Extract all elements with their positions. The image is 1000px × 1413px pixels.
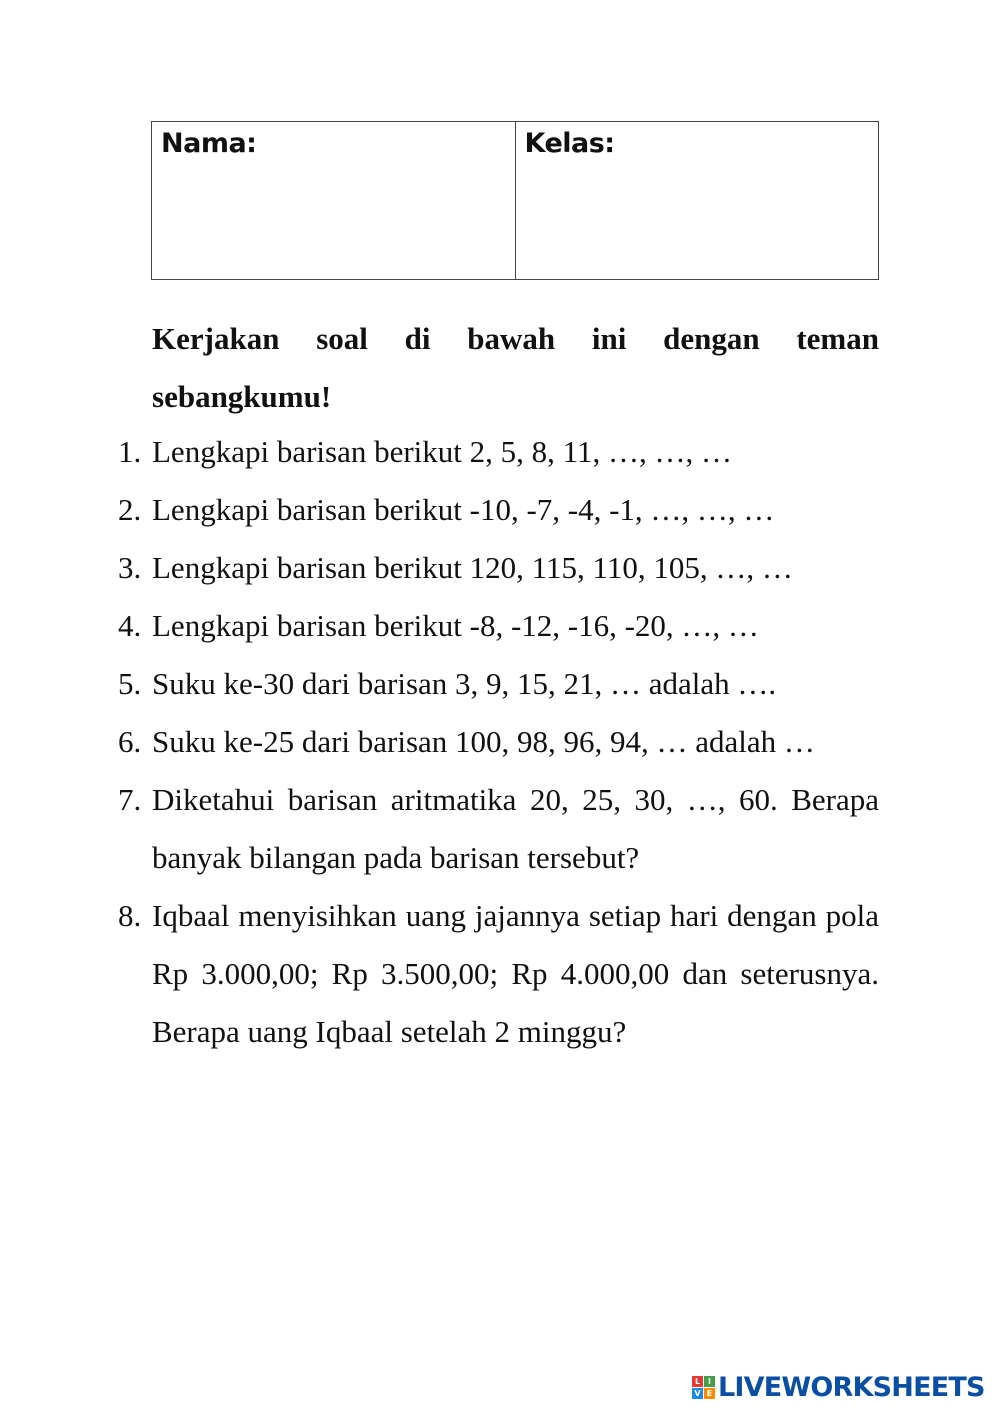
question-text: Lengkapi barisan berikut 2, 5, 8, 11, …, …, …	[152, 434, 732, 469]
question-text: Suku ke-25 dari barisan 100, 98, 96, 94, … adalah …	[152, 724, 815, 759]
question-number: 5.	[118, 666, 142, 701]
question-3	[118, 539, 879, 597]
question-number: 4.	[118, 608, 142, 643]
instruction-text: Kerjakan soal di bawah ini dengan teman sebangkumu!	[152, 321, 879, 414]
question-list	[118, 423, 879, 1061]
name-cell[interactable]	[152, 122, 515, 279]
logo-letter: V	[692, 1388, 703, 1399]
question-7	[118, 771, 879, 887]
question-text: Iqbaal menyisihkan uang jajannya setiap hari dengan pola Rp 3.000,00; Rp 3.500,00; Rp 4.000,00 dan seterusnya. Berapa uang Iqbaal setelah 2 minggu?	[152, 898, 879, 1049]
liveworksheets-brand[interactable]	[692, 1372, 985, 1403]
logo-letter: E	[704, 1388, 715, 1399]
question-number: 2.	[118, 492, 142, 527]
question-text: Diketahui barisan aritmatika 20, 25, 30, …, 60. Berapa banyak bilangan pada barisan tersebut?	[152, 782, 879, 875]
logo-letter: L	[692, 1376, 703, 1387]
question-text: Lengkapi barisan berikut -8, -12, -16, -20, …, …	[152, 608, 759, 643]
logo-letter: I	[704, 1376, 715, 1387]
question-text: Suku ke-30 dari barisan 3, 9, 15, 21, … adalah ….	[152, 666, 777, 701]
question-text: Lengkapi barisan berikut 120, 115, 110, 105, …, …	[152, 550, 793, 585]
class-label: Kelas:	[524, 128, 615, 159]
liveworksheets-logo-icon	[692, 1376, 715, 1399]
question-8	[118, 887, 879, 1061]
question-number: 8.	[118, 898, 142, 933]
question-5	[118, 655, 879, 713]
student-info-table	[151, 121, 879, 280]
question-number: 3.	[118, 550, 142, 585]
name-label: Nama:	[161, 128, 257, 159]
question-6	[118, 713, 879, 771]
question-4	[118, 597, 879, 655]
question-number: 1.	[118, 434, 142, 469]
class-cell[interactable]	[515, 122, 879, 279]
question-1	[118, 423, 879, 481]
question-number: 6.	[118, 724, 142, 759]
question-2	[118, 481, 879, 539]
question-text: Lengkapi barisan berikut -10, -7, -4, -1, …, …, …	[152, 492, 775, 527]
question-number: 7.	[118, 782, 142, 817]
brand-name: LIVEWORKSHEETS	[718, 1372, 985, 1403]
